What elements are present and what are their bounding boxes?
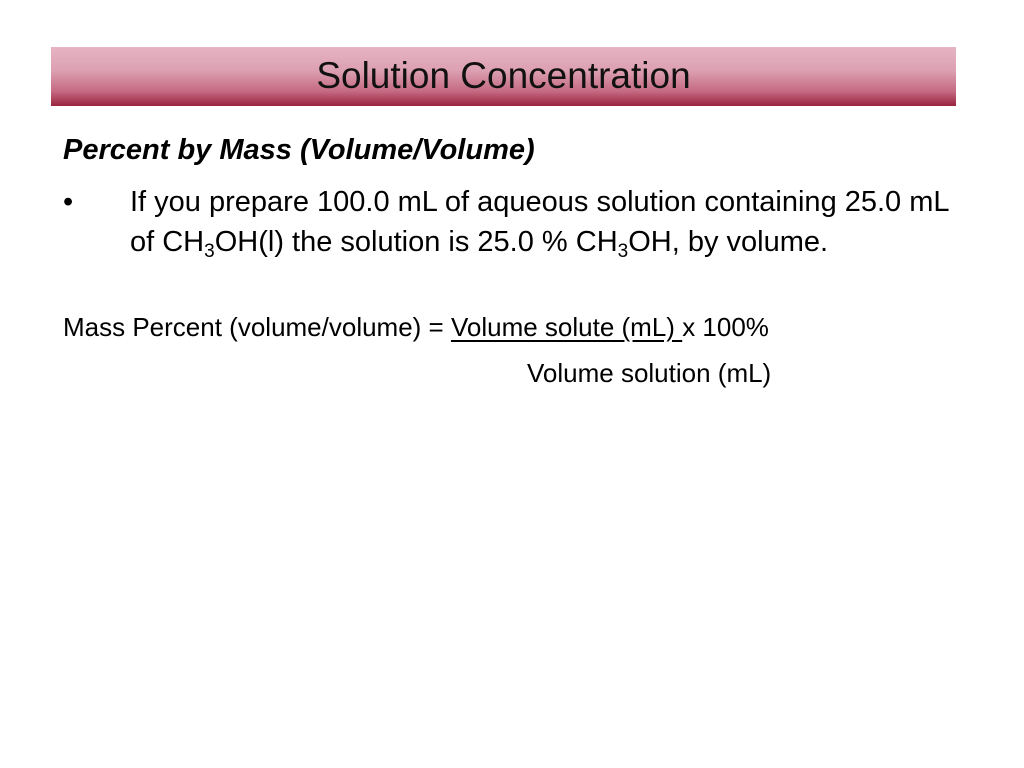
bullet-text-part1: If you prepare 100.0 mL of aqueous solution containing 25.0 mL of CH — [130, 186, 949, 258]
formula-numerator: Volume solute (mL) — [450, 312, 683, 342]
bullet-text-part3: OH, by volume. — [628, 226, 829, 258]
title-bar — [51, 47, 956, 106]
formula-label: Mass Percent (volume/volume) = — [63, 312, 451, 342]
bullet-text — [130, 182, 978, 262]
bullet-marker: • — [63, 186, 74, 218]
formula-denominator: Volume solution (mL) — [527, 358, 772, 388]
subscript-3: 3 — [204, 241, 215, 262]
slide-title: Solution Concentration — [316, 54, 691, 96]
subscript-3: 3 — [617, 241, 629, 262]
bullet-text-part2: OH(l) the solution is 25.0 % CH — [214, 226, 618, 258]
formula-line — [63, 312, 769, 343]
section-heading: Percent by Mass (Volume/Volume) — [63, 134, 535, 166]
formula-multiplier: x 100% — [682, 312, 769, 342]
